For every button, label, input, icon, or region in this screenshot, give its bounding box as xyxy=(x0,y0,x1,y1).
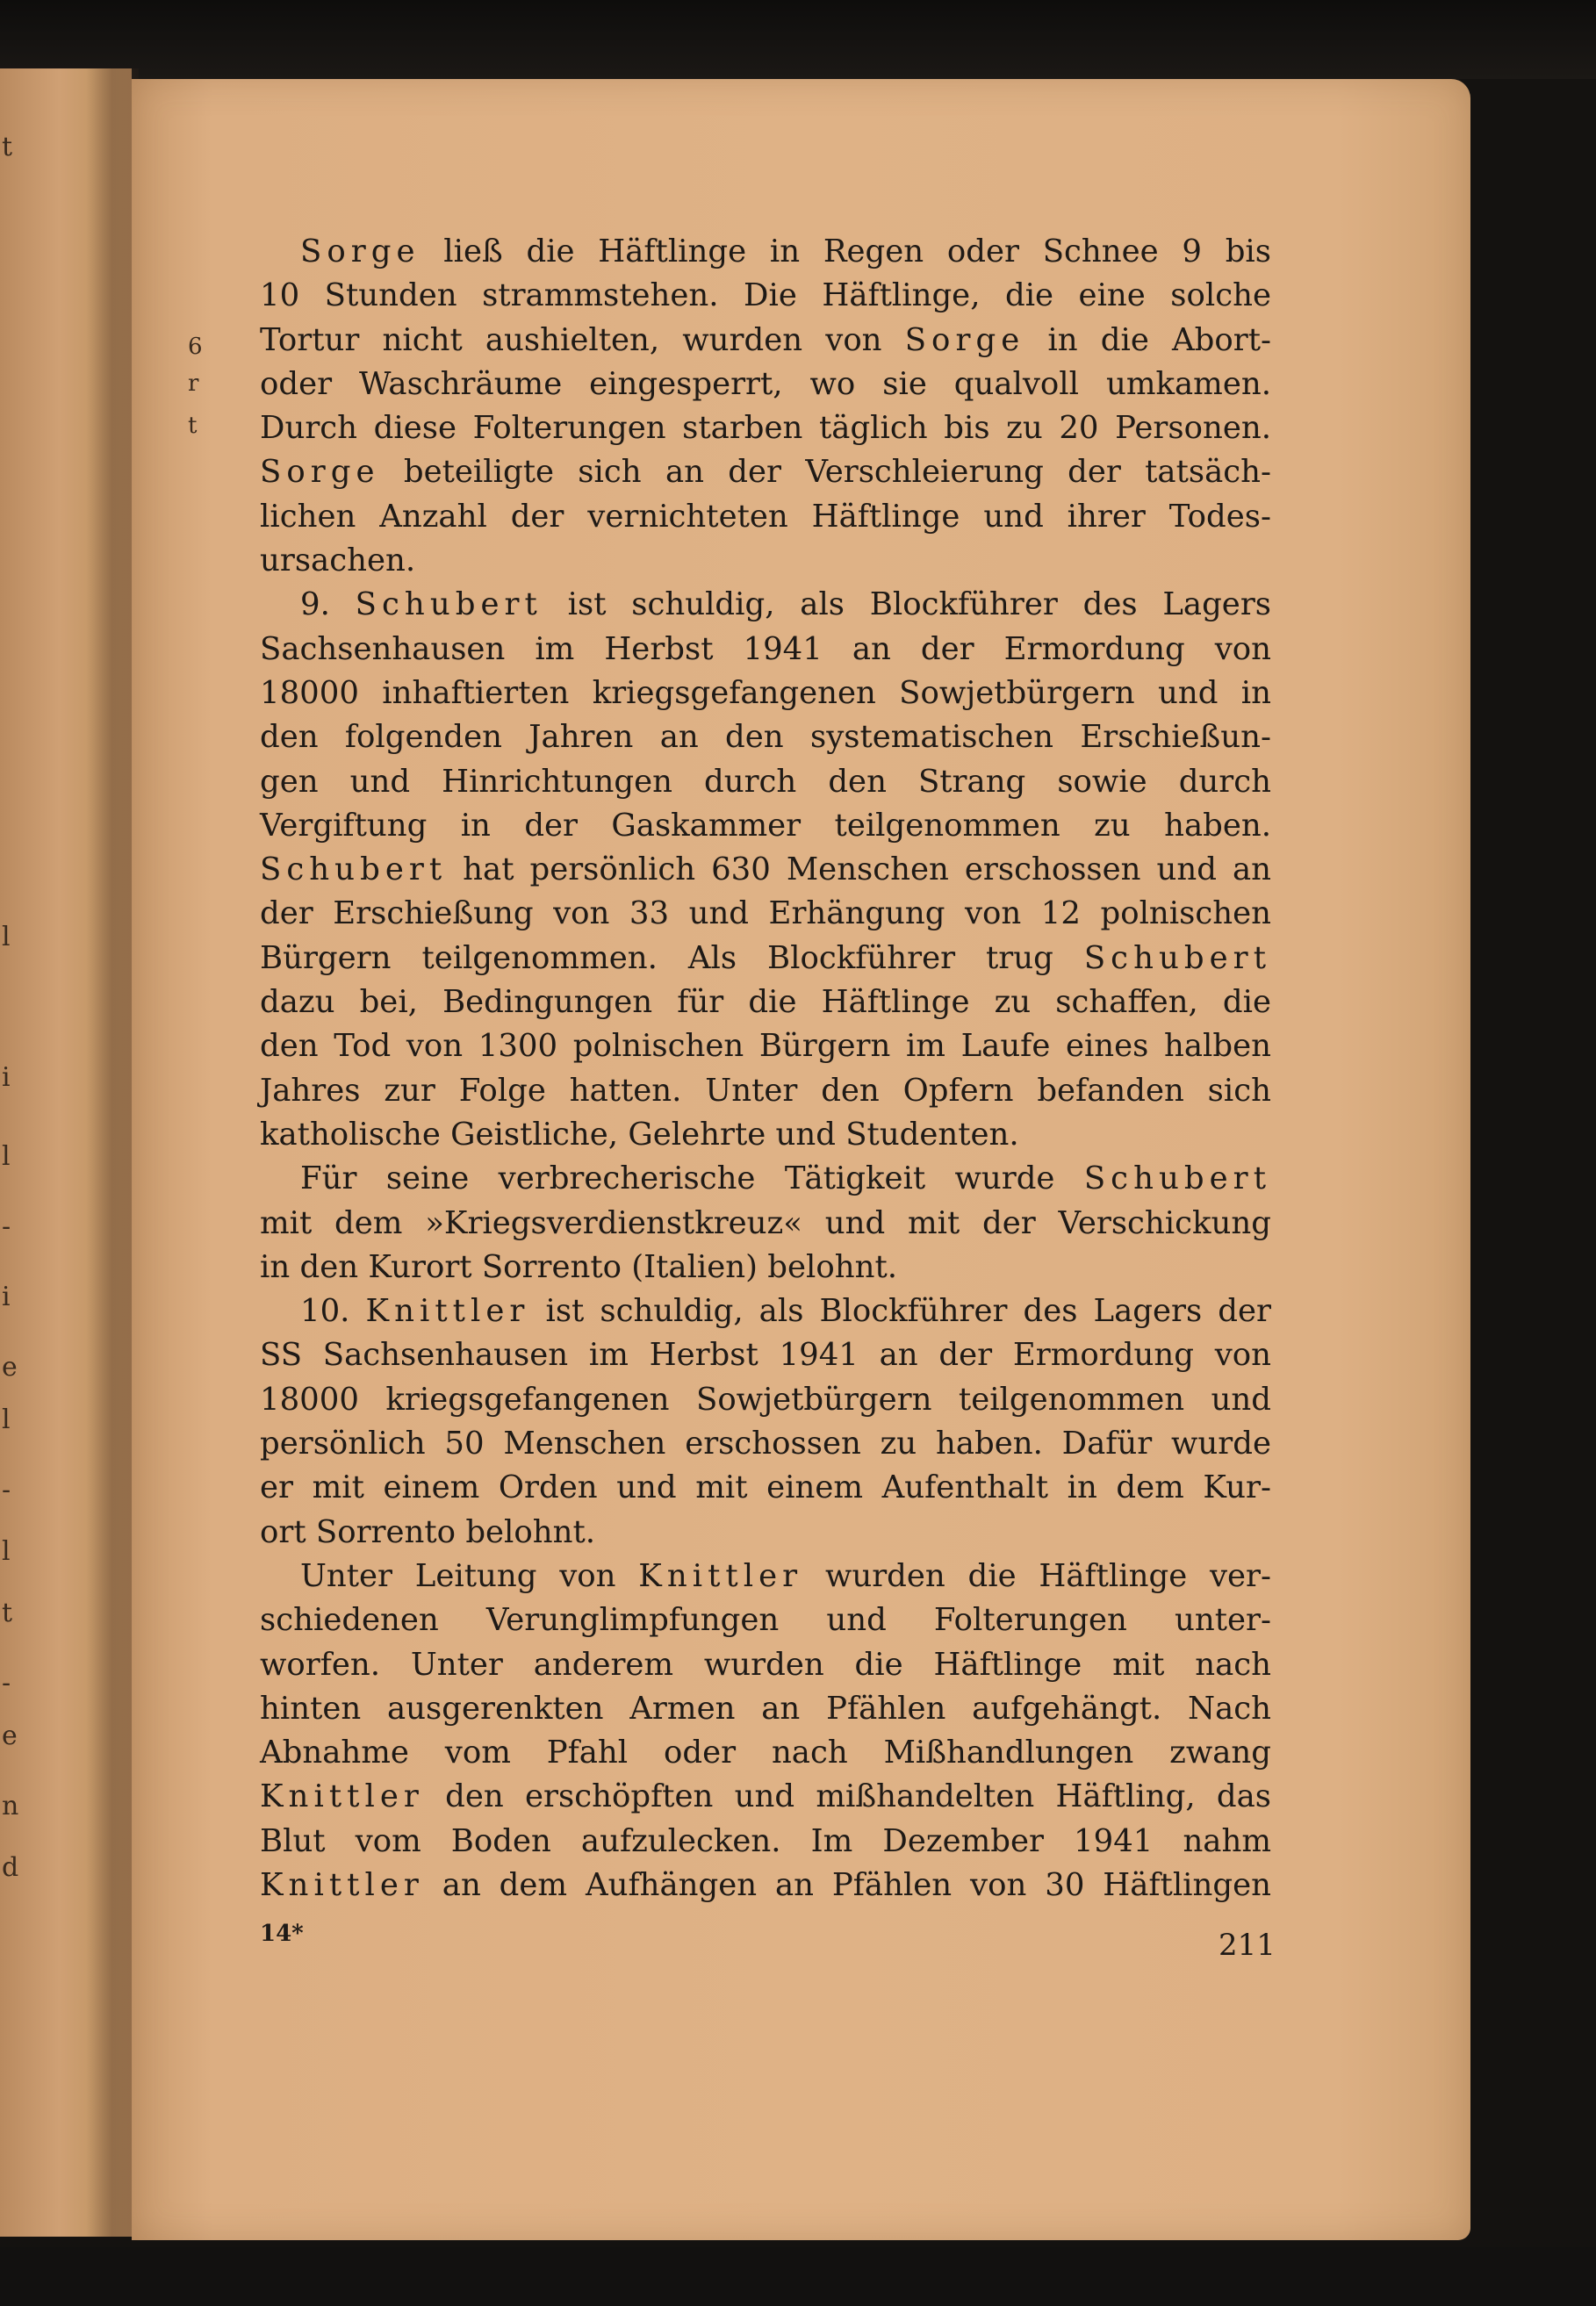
spaced-name: Knittler xyxy=(365,1293,530,1330)
text-run: worfen. Unter anderem wurden die Häftlinge mit nach xyxy=(260,1646,1271,1683)
text-run: in die Abort- xyxy=(1024,321,1272,358)
text-line xyxy=(260,1466,1271,1510)
spaced-name: Schubert xyxy=(260,851,448,888)
spaced-name: Schubert xyxy=(1083,1160,1271,1197)
facing-page-char: l xyxy=(2,922,11,952)
text-line xyxy=(260,1598,1271,1642)
text-run: SS Sachsenhausen im Herbst 1941 an der Ermordung von xyxy=(260,1337,1271,1374)
text-line xyxy=(260,981,1271,1024)
facing-page-char: - xyxy=(2,1475,11,1505)
text-line xyxy=(260,1113,1271,1157)
text-run: Tortur nicht aushielten, wurden von xyxy=(260,321,905,358)
text-line xyxy=(260,892,1271,936)
text-line xyxy=(260,848,1271,892)
facing-page-char: l xyxy=(2,1536,11,1567)
text-run: gen und Hinrichtungen durch den Strang sowie durch xyxy=(260,763,1271,800)
text-run: Vergiftung in der Gaskammer teilgenommen zu haben. xyxy=(260,807,1271,844)
text-run: dazu bei, Bedingungen für die Häftlinge zu schaffen, die xyxy=(260,984,1271,1021)
text-run: 18000 inhaftierten kriegsgefangenen Sowjetbürgern und in xyxy=(260,674,1271,711)
facing-page-char: l xyxy=(2,1404,11,1435)
text-line xyxy=(260,760,1271,804)
text-line xyxy=(260,363,1271,406)
text-run: 10 Stunden strammstehen. Die Häftlinge, die eine solche xyxy=(260,277,1271,314)
spaced-name: Schubert xyxy=(1083,939,1271,976)
spaced-name: Knittler xyxy=(260,1778,424,1815)
text-run: mit dem »Kriegsverdienstkreuz« und mit der Verschickung xyxy=(260,1204,1271,1241)
text-run: den erschöpften und mißhandelten Häftling, das xyxy=(423,1778,1271,1815)
text-run: 9. xyxy=(300,586,356,623)
text-run: wurden die Häftlinge ver- xyxy=(802,1557,1272,1594)
text-run: Blut vom Boden aufzulecken. Im Dezember 1941 nahm xyxy=(260,1822,1271,1859)
text-run: Bürgern teilgenommen. Als Blockführer trug xyxy=(260,939,1084,976)
text-run: persönlich 50 Menschen erschossen zu haben. Dafür wurde xyxy=(260,1426,1271,1462)
text-run: hinten ausgerenkten Armen an Pfählen aufgehängt. Nach xyxy=(260,1690,1271,1727)
facing-page-char: i xyxy=(2,1282,11,1312)
text-run: Durch diese Folterungen starben täglich bis zu 20 Personen. xyxy=(260,410,1271,447)
text-line xyxy=(260,1687,1271,1731)
text-run: ließ die Häftlinge in Regen oder Schnee 9 bis xyxy=(420,233,1271,269)
text-line xyxy=(260,230,1271,274)
book-gutter xyxy=(86,68,139,2237)
facing-page-char: n xyxy=(2,1791,19,1821)
facing-page-char: t xyxy=(2,1598,13,1628)
text-line xyxy=(260,1069,1271,1113)
text-line xyxy=(260,628,1271,672)
text-run: 18000 kriegsgefangenen Sowjetbürgern teilgenommen und xyxy=(260,1381,1271,1418)
text-run: ursachen. xyxy=(260,542,416,579)
text-run: Abnahme vom Pfahl oder nach Mißhandlungen zwang xyxy=(260,1735,1271,1771)
text-run: beteiligte sich an der Verschleierung der tatsäch- xyxy=(379,454,1271,491)
text-line xyxy=(260,937,1271,981)
margin-mark: 6 xyxy=(188,334,203,360)
facing-page-char: l xyxy=(2,1141,11,1172)
text-line xyxy=(260,495,1271,539)
text-line xyxy=(260,1643,1271,1687)
text-line xyxy=(260,672,1271,715)
text-line xyxy=(260,1202,1271,1246)
text-run: den Tod von 1300 polnischen Bürgern im Laufe eines halben xyxy=(260,1028,1271,1065)
text-run: ort Sorrento belohnt. xyxy=(260,1513,596,1550)
text-run: oder Waschräume eingesperrt, wo sie qualvoll umkamen. xyxy=(260,365,1271,402)
spaced-name: Schubert xyxy=(355,586,543,623)
text-run: ist schuldig, als Blockführer des Lagers der xyxy=(529,1293,1271,1330)
text-run: Für seine verbrecherische Tätigkeit wurde xyxy=(300,1160,1084,1197)
text-line xyxy=(260,319,1271,363)
text-line xyxy=(260,1820,1271,1864)
paragraph xyxy=(260,583,1271,1157)
text-run: lichen Anzahl der vernichteten Häftlinge und ihrer Todes- xyxy=(260,498,1271,535)
spaced-name: Sorge xyxy=(300,233,421,269)
text-run: der Erschießung von 33 und Erhängung von 12 polnischen xyxy=(260,895,1271,932)
signature-mark: 14* xyxy=(260,1921,304,1947)
paragraph xyxy=(260,1555,1271,1907)
paragraph xyxy=(260,1157,1271,1289)
text-line xyxy=(260,1157,1271,1201)
text-run: ist schuldig, als Blockführer des Lagers xyxy=(542,586,1272,623)
paragraph xyxy=(260,1289,1271,1555)
facing-page-char: e xyxy=(2,1352,18,1383)
text-run: den folgenden Jahren an den systematischen Erschießun- xyxy=(260,719,1271,756)
paragraph xyxy=(260,230,1271,583)
spaced-name: Knittler xyxy=(638,1557,803,1594)
text-run: schiedenen Verunglimpfungen und Folterungen unter- xyxy=(260,1602,1271,1639)
text-run: 10. xyxy=(300,1293,366,1330)
facing-page-char: i xyxy=(2,1062,11,1093)
text-line xyxy=(260,1731,1271,1775)
spaced-name: Sorge xyxy=(904,321,1025,358)
text-run: hat persönlich 630 Menschen erschossen und an xyxy=(447,851,1271,888)
text-line xyxy=(260,539,1271,583)
text-line xyxy=(260,274,1271,318)
spaced-name: Sorge xyxy=(260,454,380,491)
text-line xyxy=(260,450,1271,494)
text-line xyxy=(260,1246,1271,1289)
text-line xyxy=(260,1555,1271,1598)
margin-mark: r xyxy=(188,370,199,397)
text-line xyxy=(260,715,1271,759)
text-run: an dem Aufhängen an Pfählen von 30 Häftlingen xyxy=(423,1866,1271,1903)
text-line xyxy=(260,1024,1271,1068)
text-line xyxy=(260,1333,1271,1377)
backdrop-bottom xyxy=(0,2247,1596,2306)
page-text xyxy=(260,230,1271,1907)
facing-page-char: e xyxy=(2,1721,18,1751)
text-run: katholische Geistliche, Gelehrte und Studenten. xyxy=(260,1116,1019,1153)
text-run: Sachsenhausen im Herbst 1941 an der Ermordung von xyxy=(260,630,1271,667)
text-line xyxy=(260,1511,1271,1555)
text-line xyxy=(260,1775,1271,1819)
text-line xyxy=(260,406,1271,450)
spaced-name: Knittler xyxy=(260,1866,424,1903)
text-line xyxy=(260,583,1271,627)
text-run: er mit einem Orden und mit einem Aufenthalt in dem Kur- xyxy=(260,1469,1271,1506)
margin-mark: t xyxy=(188,413,198,439)
text-line xyxy=(260,1378,1271,1422)
facing-page-char: - xyxy=(2,1211,11,1242)
page-number: 211 xyxy=(1219,1928,1276,1963)
facing-page-char: t xyxy=(2,132,13,162)
facing-page-char: d xyxy=(2,1852,19,1883)
text-line xyxy=(260,1289,1271,1333)
text-line xyxy=(260,1864,1271,1907)
facing-page-char: - xyxy=(2,1668,11,1699)
text-run: Unter Leitung von xyxy=(300,1557,639,1594)
text-line xyxy=(260,1422,1271,1466)
text-line xyxy=(260,804,1271,848)
backdrop-top xyxy=(0,0,1596,79)
text-run: Jahres zur Folge hatten. Unter den Opfern befanden sich xyxy=(260,1072,1271,1109)
text-run: in den Kurort Sorrento (Italien) belohnt. xyxy=(260,1248,898,1285)
